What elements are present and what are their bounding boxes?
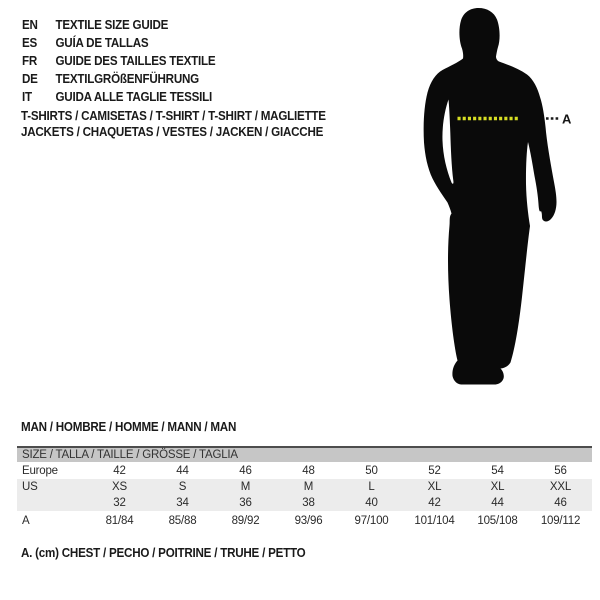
size-cell: 36 <box>239 497 252 509</box>
footnote: A. (cm) CHEST / PECHO / POITRINE / TRUHE / PETTO <box>21 546 306 560</box>
size-cell: M <box>240 481 251 493</box>
size-cell: 109/112 <box>540 515 581 527</box>
size-cell: 46 <box>554 497 567 509</box>
size-row-us <box>17 479 592 495</box>
language-code: EN <box>22 18 38 32</box>
size-cell: 81/84 <box>105 515 134 527</box>
language-code: IT <box>22 90 32 104</box>
size-cell: 38 <box>302 497 315 509</box>
size-cell: 40 <box>365 497 378 509</box>
size-cell: M <box>303 481 314 493</box>
size-cell: 44 <box>176 464 189 477</box>
language-label: TEXTILGRÖßENFÜHRUNG <box>55 72 199 86</box>
size-cell: 105/108 <box>477 515 518 527</box>
language-label: TEXTILE SIZE GUIDE <box>55 18 169 32</box>
size-cell: 44 <box>491 497 504 509</box>
product-line-jackets: JACKETS / CHAQUETAS / VESTES / JACKEN / GIACCHE <box>21 124 324 139</box>
language-row <box>22 70 215 88</box>
size-cell: 93/96 <box>294 515 323 527</box>
size-cell: 56 <box>554 464 567 477</box>
language-code: ES <box>22 36 38 50</box>
size-cell: XXL <box>549 481 572 493</box>
size-cell: 48 <box>302 464 315 477</box>
language-label: GUIDA ALLE TAGLIE TESSILI <box>55 90 212 104</box>
language-row <box>22 52 215 70</box>
language-code: DE <box>22 72 38 86</box>
size-cell: 50 <box>365 464 378 477</box>
size-cell: 42 <box>113 464 126 477</box>
language-row <box>22 16 215 34</box>
size-cell: 97/100 <box>354 515 389 527</box>
size-cell: 52 <box>428 464 441 477</box>
size-cell: XL <box>490 481 505 493</box>
size-cell: 54 <box>491 464 504 477</box>
size-cell: 85/88 <box>168 515 197 527</box>
man-silhouette <box>400 0 600 400</box>
size-cell: S <box>178 481 187 493</box>
size-row-europe <box>17 462 592 479</box>
size-cell: XS <box>112 481 127 493</box>
size-cell: L <box>368 481 375 493</box>
size-row-label: US <box>22 481 38 493</box>
size-row-label: Europe <box>22 464 58 477</box>
language-code: FR <box>22 54 38 68</box>
measure-label: A <box>562 111 572 127</box>
size-cell: 34 <box>176 497 189 509</box>
size-row-label: A <box>22 515 30 527</box>
size-cell: XL <box>427 481 442 493</box>
size-cell: 46 <box>239 464 252 477</box>
language-guide <box>22 16 230 106</box>
man-silhouette-shape <box>424 8 557 385</box>
size-cell: 89/92 <box>231 515 260 527</box>
language-row <box>22 34 215 52</box>
size-table-header: SIZE / TALLA / TAILLE / GRÖSSE / TAGLIA <box>17 448 592 462</box>
product-line-tshirts: T-SHIRTS / CAMISETAS / T-SHIRT / T-SHIRT / MAGLIETTE <box>21 109 326 123</box>
size-table <box>17 446 592 531</box>
size-cell: 32 <box>113 497 126 509</box>
size-cell: 101/104 <box>414 515 455 527</box>
language-label: GUIDE DES TAILLES TEXTILE <box>55 54 216 68</box>
language-label: GUÍA DE TALLAS <box>55 36 149 50</box>
language-row <box>22 88 215 106</box>
section-title-man: MAN / HOMBRE / HOMME / MANN / MAN <box>21 420 237 434</box>
size-cell: 42 <box>428 497 441 509</box>
size-row-alt <box>17 495 592 511</box>
size-row-chest <box>17 511 592 531</box>
product-category-lines <box>21 109 349 140</box>
